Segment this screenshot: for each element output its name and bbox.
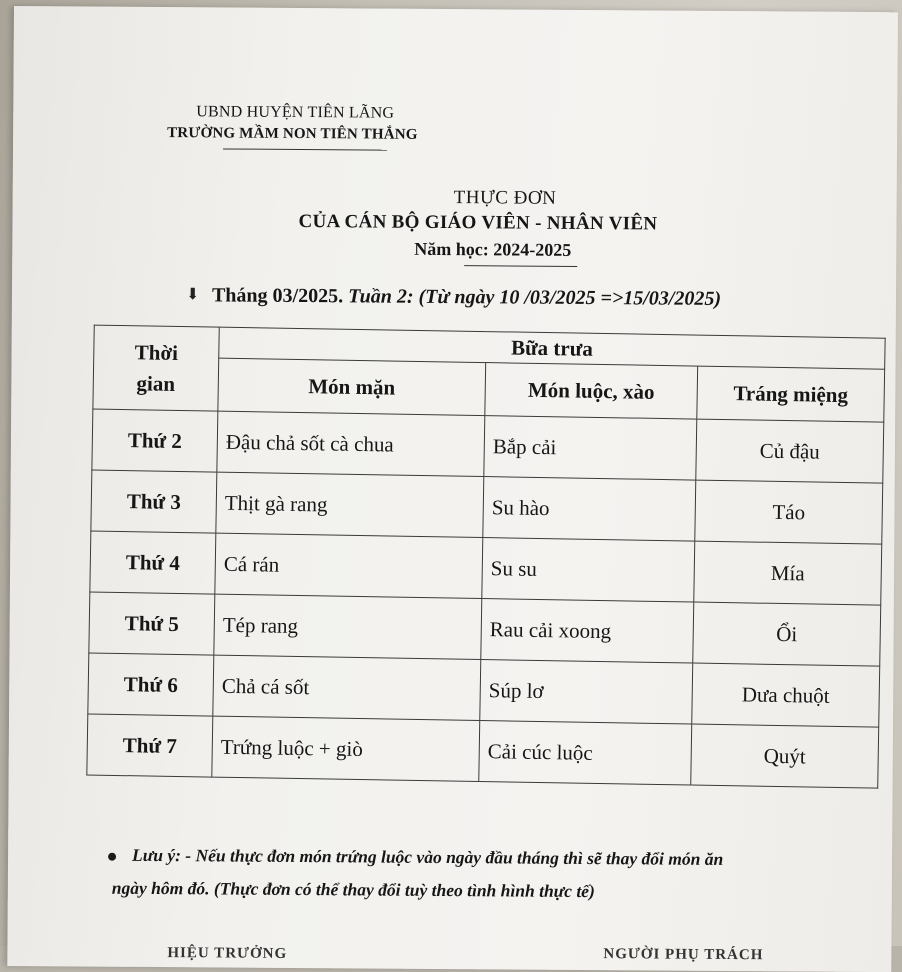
row-main-dish: Đậu chả sốt cà chua [217,411,485,476]
row-side-dish: Rau cải xoong [481,599,694,664]
table-row [87,714,879,788]
row-side-dish: Cải cúc luộc [479,721,692,786]
row-side-dish: Bắp cải [484,416,697,481]
row-main-dish: Chả cá sốt [213,655,481,720]
header-main-dish: Món mặn [218,358,486,415]
header-dessert: Tráng miệng [697,366,885,422]
row-day: Thứ 6 [88,653,214,716]
week-heading [212,284,721,311]
row-side-dish: Súp lơ [480,660,693,725]
row-day: Thứ 4 [90,531,216,594]
row-side-dish: Su su [482,538,695,603]
row-main-dish: Trứng luộc + giò [212,716,480,781]
school-year-underline [464,265,577,267]
signature-person-in-charge: NGƯỜI PHỤ TRÁCH [603,946,764,964]
row-dessert: Quýt [691,724,879,788]
district-header: UBND HUYỆN TIÊN LÃNG [196,103,395,122]
week-range: Tuần 2: (Từ ngày 10 /03/2025 =>15/03/2025) [348,285,722,310]
down-arrow-icon: ⬇ [185,286,200,304]
note-line-1: Lưu ý: - Nếu thực đơn món trứng luộc vào ngày đầu tháng thì sẽ thay đổi món ăn [132,844,724,869]
header-side-dish: Món luộc, xào [485,363,698,420]
row-day: Thứ 7 [87,714,213,777]
header-time-line1: Thời [134,340,179,366]
school-header: TRƯỜNG MẦM NON TIÊN THẮNG [167,125,418,143]
header-lunch: Bữa trưa [219,327,885,369]
school-year: Năm học: 2024-2025 [414,238,572,260]
row-dessert: Táo [695,480,883,544]
row-day: Thứ 2 [92,409,218,472]
row-day: Thứ 3 [91,470,217,533]
header-time [93,325,219,411]
row-dessert: Mía [694,541,882,605]
week-month: Tháng 03/2025. [211,284,344,308]
bullet-icon [108,853,116,861]
row-side-dish: Su hào [483,477,696,542]
paper-document [7,6,898,972]
note-line-2: ngày hôm đó. (Thực đơn có thể thay đổi tuỳ theo tình hình thực tế) [111,877,595,902]
row-day: Thứ 5 [89,592,215,655]
row-dessert: Củ đậu [696,419,884,483]
row-main-dish: Thịt gà rang [216,472,484,537]
row-main-dish: Tép rang [214,594,482,659]
row-dessert: Dưa chuột [692,663,880,727]
school-underline [223,148,387,150]
signature-principal: HIỆU TRƯỞNG [167,945,288,962]
row-main-dish: Cá rán [215,533,483,598]
header-time-line2: gian [136,370,176,396]
document-title: THỰC ĐƠN [453,187,557,209]
row-dessert: Ổi [693,602,881,666]
menu-table [86,325,885,789]
document-subtitle: CỦA CÁN BỘ GIÁO VIÊN - NHÂN VIÊN [298,210,658,235]
